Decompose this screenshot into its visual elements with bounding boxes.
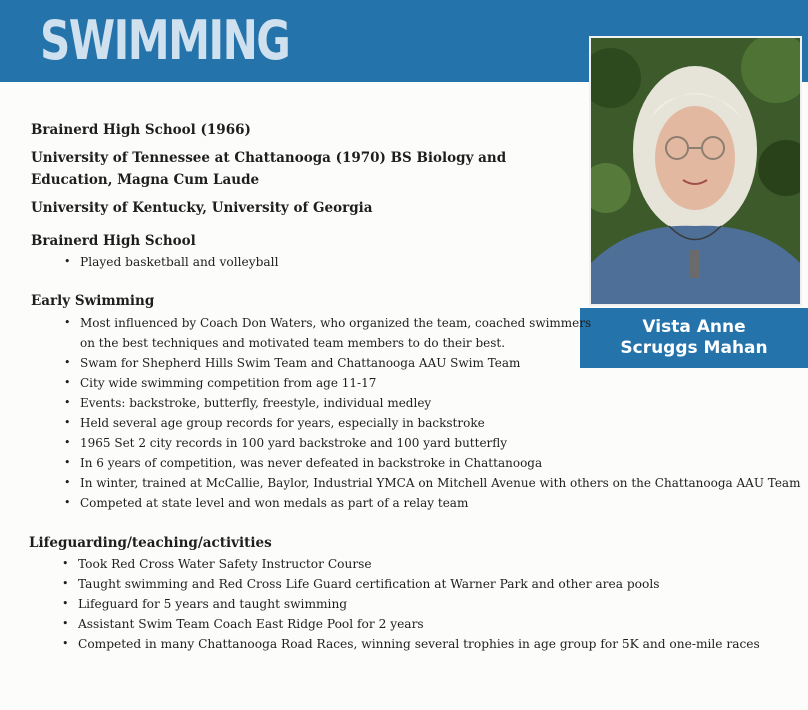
list-item: • City wide swimming competition from age 11-17 [64,373,764,393]
education-item: Brainerd High School (1966) [31,122,251,138]
brainerd-list [64,252,764,272]
education-item: University of Kentucky, University of Georgia [31,200,373,216]
section-heading-brainerd: Brainerd High School [31,233,196,249]
name-line-2: Scruggs Mahan [620,338,768,358]
list-item: • Taught swimming and Red Cross Life Guard certification at Warner Park and other area pools [62,574,762,594]
lifeguarding-list [62,554,762,654]
list-item-continuation: on the best techniques and motivated team members to do their best. [80,336,506,350]
list-item: • Took Red Cross Water Safety Instructor Course [62,554,762,574]
list-item: • Assistant Swim Team Coach East Ridge Pool for 2 years [62,614,762,634]
list-item: • Played basketball and volleyball [64,252,764,272]
page-title: SWIMMING [40,9,290,72]
list-item: • Most influenced by Coach Don Waters, who organized the team, coached swimmers [64,313,764,333]
list-item: • Held several age group records for years, especially in backstroke [64,413,764,433]
education-list [31,119,571,225]
list-item: • Competed in many Chattanooga Road Races, winning several trophies in age group for 5K and one-mile races [62,634,762,654]
early-swimming-list [64,313,801,513]
name-line-1: Vista Anne [642,317,746,337]
list-item: • Competed at state level and won medals as part of a relay team [64,493,764,513]
list-item: • Lifeguard for 5 years and taught swimming [62,594,762,614]
list-item: • In winter, trained at McCallie, Baylor, Industrial YMCA on Mitchell Avenue with others on the Chattanooga AAU Team [64,473,764,493]
section-heading-early-swimming: Early Swimming [31,293,155,309]
section-heading-lifeguarding: Lifeguarding/teaching/activities [29,535,272,551]
list-item: • Swam for Shepherd Hills Swim Team and Chattanooga AAU Swim Team [64,353,764,373]
education-item: University of Tennessee at Chattanooga (1970) BS Biology and Education, Magna Cum Laude [31,150,507,188]
list-item: • In 6 years of competition, was never defeated in backstroke in Chattanooga [64,453,764,473]
list-item: • 1965 Set 2 city records in 100 yard backstroke and 100 yard butterfly [64,433,764,453]
list-item: • Events: backstroke, butterfly, freestyle, individual medley [64,393,764,413]
